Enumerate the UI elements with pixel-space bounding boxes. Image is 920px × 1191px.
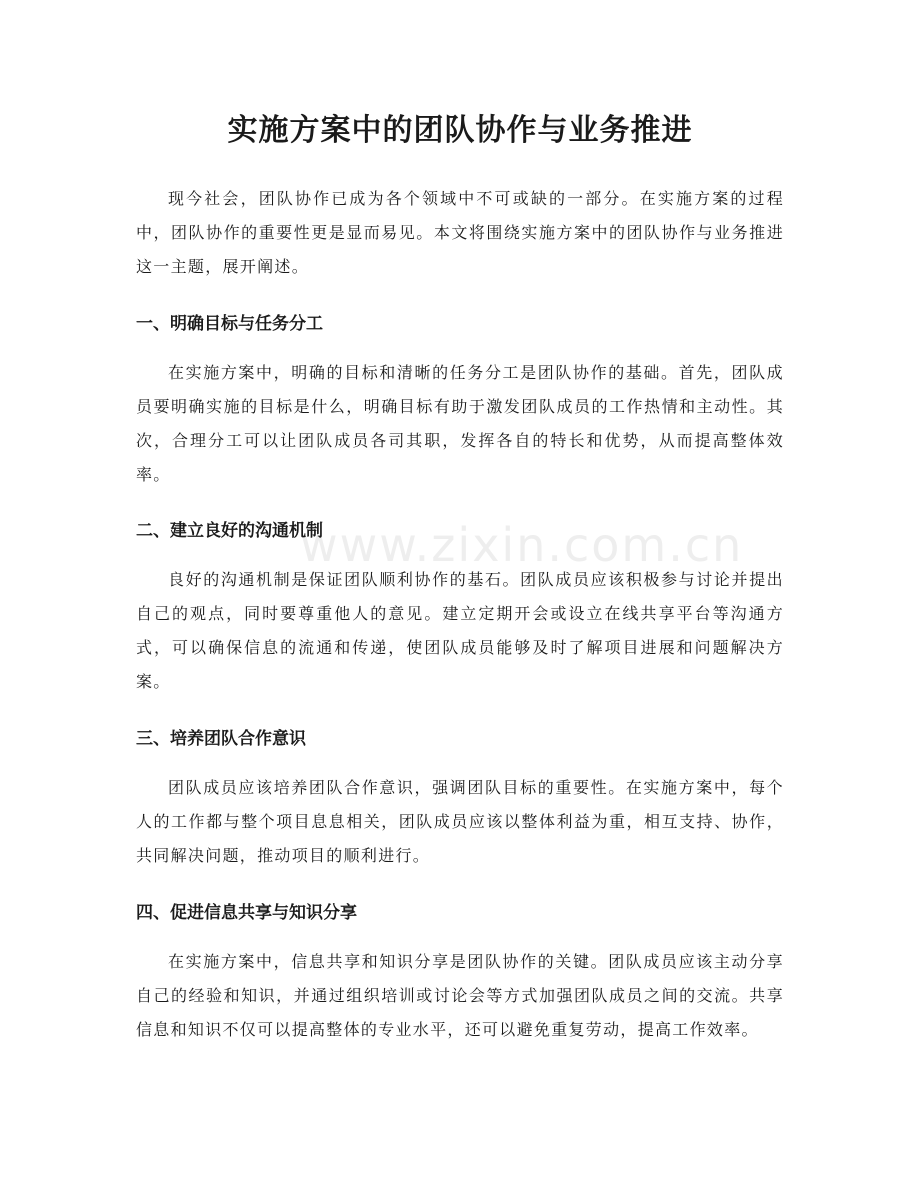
section-body-1: 在实施方案中，明确的目标和清晰的任务分工是团队协作的基础。首先，团队成员要明确实施的目标是什么，明确目标有助于激发团队成员的工作热情和主动性。其次，合理分工可以让团队成员各司其职，发挥各自的特长和优势，从而提高整体效率。 (136, 363, 784, 484)
watermark-text: www.zixin.com.cn (300, 518, 744, 572)
intro-paragraph: 现今社会，团队协作已成为各个领域中不可或缺的一部分。在实施方案的过程中，团队协作的重要性更是显而易见。本文将围绕实施方案中的团队协作与业务推进这一主题，展开阐述。 (136, 189, 784, 276)
section-body-4: 在实施方案中，信息共享和知识分享是团队协作的关键。团队成员应该主动分享自己的经验和知识，并通过组织培训或讨论会等方式加强团队成员之间的交流。共享信息和知识不仅可以提高整体的专业水平，还可以避免重复劳动，提高工作效率。 (136, 952, 784, 1039)
section-heading-3: 三、培养团队合作意识 (136, 729, 306, 749)
section-body-2: 良好的沟通机制是保证团队顺利协作的基石。团队成员应该积极参与讨论并提出自己的观点，同时要尊重他人的意见。建立定期开会或设立在线共享平台等沟通方式，可以确保信息的流通和传递，使团队成员能够及时了解项目进展和问题解决方案。 (136, 570, 784, 691)
section-heading-2: 二、建立良好的沟通机制 (136, 521, 323, 541)
document-title: 实施方案中的团队协作与业务推进 (227, 113, 693, 148)
section-heading-1: 一、明确目标与任务分工 (136, 314, 323, 334)
section-body-3: 团队成员应该培养团队合作意识，强调团队目标的重要性。在实施方案中，每个人的工作都与整个项目息息相关，团队成员应该以整体利益为重，相互支持、协作，共同解决问题，推动项目的顺利进行。 (136, 778, 784, 865)
section-heading-4: 四、促进信息共享与知识分享 (136, 903, 357, 923)
